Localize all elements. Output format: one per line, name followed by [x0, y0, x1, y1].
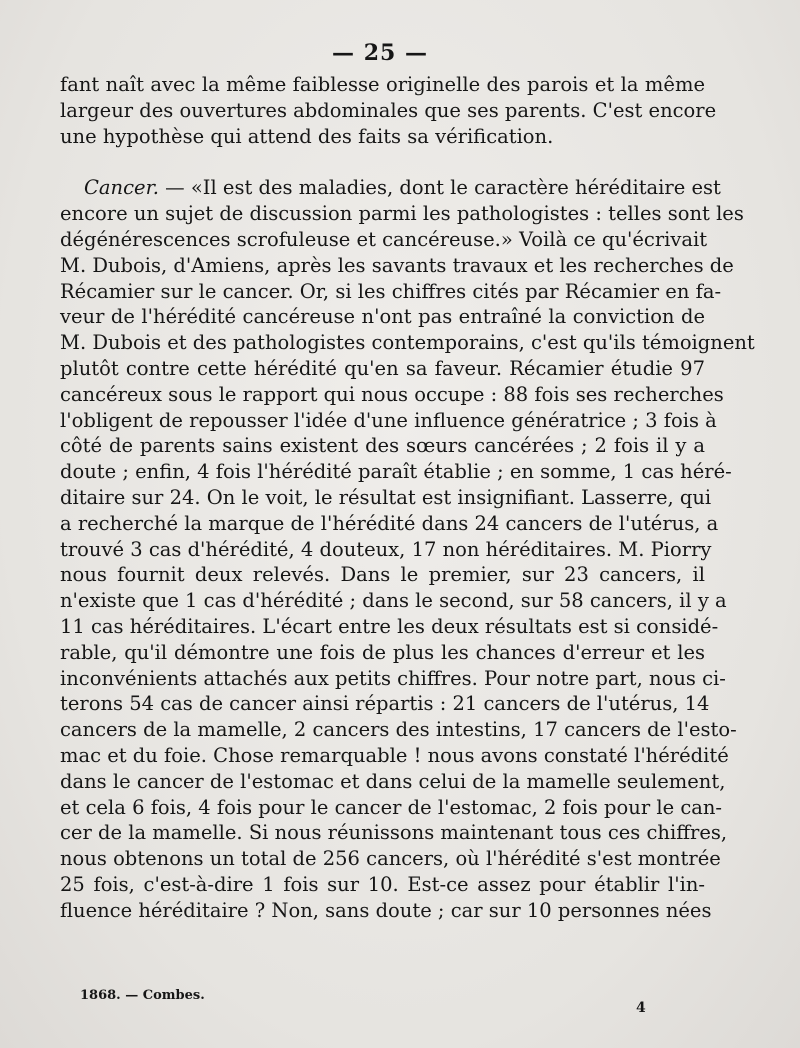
text-line: fant naît avec la même faiblesse originelle des parois et la même [60, 73, 705, 96]
text-line-first [60, 175, 721, 201]
page-number: — 25 — [332, 40, 428, 66]
text-line: l'obligent de repousser l'idée d'une influence génératrice ; 3 fois à [60, 408, 717, 432]
text-line: mac et du foie. Chose remarquable ! nous avons constaté l'hérédité [60, 743, 729, 767]
paragraph-gap [60, 149, 705, 175]
text-line: cer de la mamelle. Si nous réunissons maintenant tous ces chiffres, [60, 821, 728, 845]
text-line: n'existe que 1 cas d'hérédité ; dans le second, sur 58 cancers, il y a [60, 589, 727, 613]
text-line: fluence héréditaire ? Non, sans doute ; car sur 10 personnes nées [60, 898, 712, 922]
text-line: dégénérescences scrofuleuse et cancéreuse.» Voilà ce qu'écrivait [60, 227, 708, 251]
text-line: inconvénients attachés aux petits chiffres. Pour notre part, nous ci- [60, 666, 726, 690]
signature-mark: 4 [636, 1000, 646, 1016]
body-text [60, 72, 755, 924]
text-line: une hypothèse qui attend des faits sa vérification. [60, 124, 554, 148]
text-line: rable, qu'il démontre une fois de plus les chances d'erreur et les [60, 640, 705, 664]
text-line: ditaire sur 24. On le voit, le résultat est insignifiant. Lasserre, qui [60, 485, 712, 509]
text-line: a recherché la marque de l'hérédité dans 24 cancers de l'utérus, a [60, 511, 719, 535]
text-line: trouvé 3 cas d'hérédité, 4 douteux, 17 non héréditaires. M. Piorry [60, 537, 712, 561]
section-lead: Cancer. [84, 176, 159, 200]
text-line: M. Dubois, d'Amiens, après les savants travaux et les recherches de [60, 253, 734, 277]
text-line: M. Dubois et des pathologistes contemporains, c'est qu'ils témoignent [60, 331, 755, 355]
text-line: nous fournit deux relevés. Dans le premier, sur 23 cancers, il [60, 563, 705, 587]
text-line: plutôt contre cette hérédité qu'en sa faveur. Récamier étudie 97 [60, 356, 705, 380]
text-line: 25 fois, c'est-à-dire 1 fois sur 10. Est-ce assez pour établir l'in- [60, 872, 705, 896]
text-line: Récamier sur le cancer. Or, si les chiffres cités par Récamier en fa- [60, 279, 722, 303]
text-line: 11 cas héréditaires. L'écart entre les deux résultats est si considé- [60, 614, 719, 638]
text-line: terons 54 cas de cancer ainsi répartis : 21 cancers de l'utérus, 14 [60, 692, 710, 716]
text-line: et cela 6 fois, 4 fois pour le cancer de l'estomac, 2 fois pour le can- [60, 795, 723, 819]
text-line: cancers de la mamelle, 2 cancers des intestins, 17 cancers de l'esto- [60, 718, 737, 742]
text-line: dans le cancer de l'estomac et dans celui de la mamelle seulement, [60, 769, 726, 793]
text-line: encore un sujet de discussion parmi les pathologistes : telles sont les [60, 202, 744, 226]
text-line: veur de l'hérédité cancéreuse n'ont pas entraîné la conviction de [60, 305, 705, 329]
text-line: doute ; enfin, 4 fois l'hérédité paraît établie ; en somme, 1 cas héré- [60, 460, 732, 484]
text-line: largeur des ouvertures abdominales que ses parents. C'est encore [60, 98, 717, 122]
footer-signature: 1868. — Combes. [80, 988, 205, 1003]
text-line: côté de parents sains existent des sœurs cancérées ; 2 fois il y a [60, 434, 705, 458]
paragraph-1 [60, 72, 717, 149]
text-line: nous obtenons un total de 256 cancers, où l'hérédité s'est montrée [60, 847, 721, 871]
first-line-rest: — «Il est des maladies, dont le caractère héréditaire est [158, 176, 721, 200]
text-line: cancéreux sous le rapport qui nous occupe : 88 fois ses recherches [60, 382, 724, 406]
paragraph-2 [60, 175, 755, 923]
